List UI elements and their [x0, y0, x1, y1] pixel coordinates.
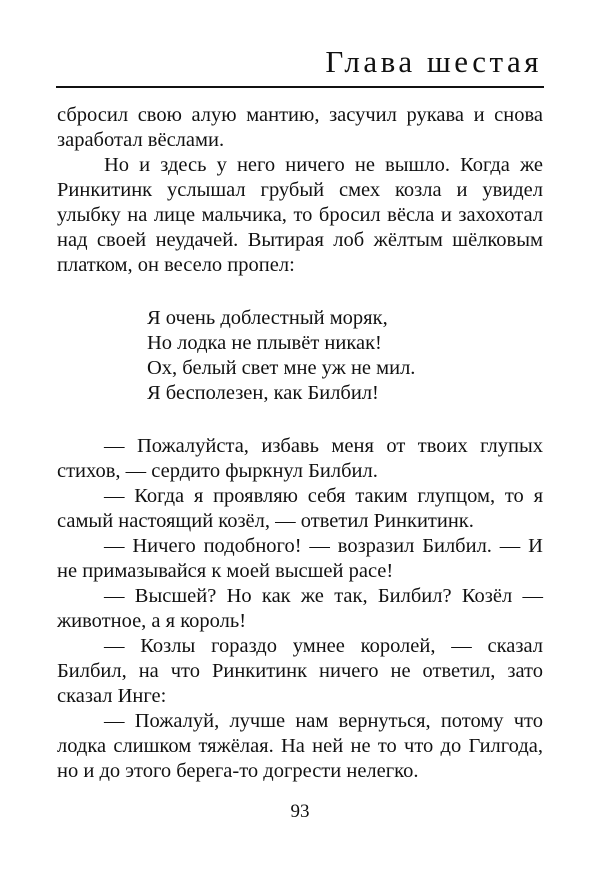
page-number: 93	[290, 801, 310, 822]
paragraph-continuation: сбросил свою алую мантию, засучил рукава и снова заработал вёслами.	[57, 104, 543, 151]
body-text	[57, 103, 543, 784]
poem-line: Я бесполезен, как Билбил!	[147, 382, 379, 404]
dialogue-paragraph: — Козлы гораздо умнее королей, — сказал Билбил, на что Ринкитинк ничего не ответил, зато сказал Инге:	[57, 635, 543, 707]
dialogue-paragraph: — Когда я проявляю себя таким глупцом, то я самый настоящий козёл, — ответил Ринкитинк.	[57, 485, 543, 532]
dialogue-paragraph: — Высшей? Но как же так, Билбил? Козёл — животное, а я король!	[57, 585, 543, 632]
poem-line: Ох, белый свет мне уж не мил.	[147, 357, 416, 379]
dialogue-paragraph: — Пожалуй, лучше нам вернуться, потому что лодка слишком тяжёлая. На ней не то что до Гилгода, но и до этого берега-то догрести нелегко.	[57, 710, 543, 782]
chapter-title: Глава шестая	[325, 44, 542, 79]
paragraph: Но и здесь у него ничего не вышло. Когда же Ринкитинк услышал грубый смех козла и увидел улыбку на лице мальчика, то бросил вёсла и захохотал над своей неудачей. Вытирая лоб жёлтым шёлковым платком, он весело пропел:	[57, 154, 543, 276]
running-header	[56, 44, 544, 80]
poem-line: Но лодка не плывёт никак!	[147, 332, 382, 354]
dialogue-paragraph: — Пожалуйста, избавь меня от твоих глупых стихов, — сердито фыркнул Билбил.	[57, 435, 543, 482]
dialogue-paragraph: — Ничего подобного! — возразил Билбил. — И не примазывайся к моей высшей расе!	[57, 535, 543, 582]
poem-line: Я очень доблестный моряк,	[147, 307, 388, 329]
header-rule	[56, 86, 544, 88]
poem-stanza	[147, 306, 543, 406]
